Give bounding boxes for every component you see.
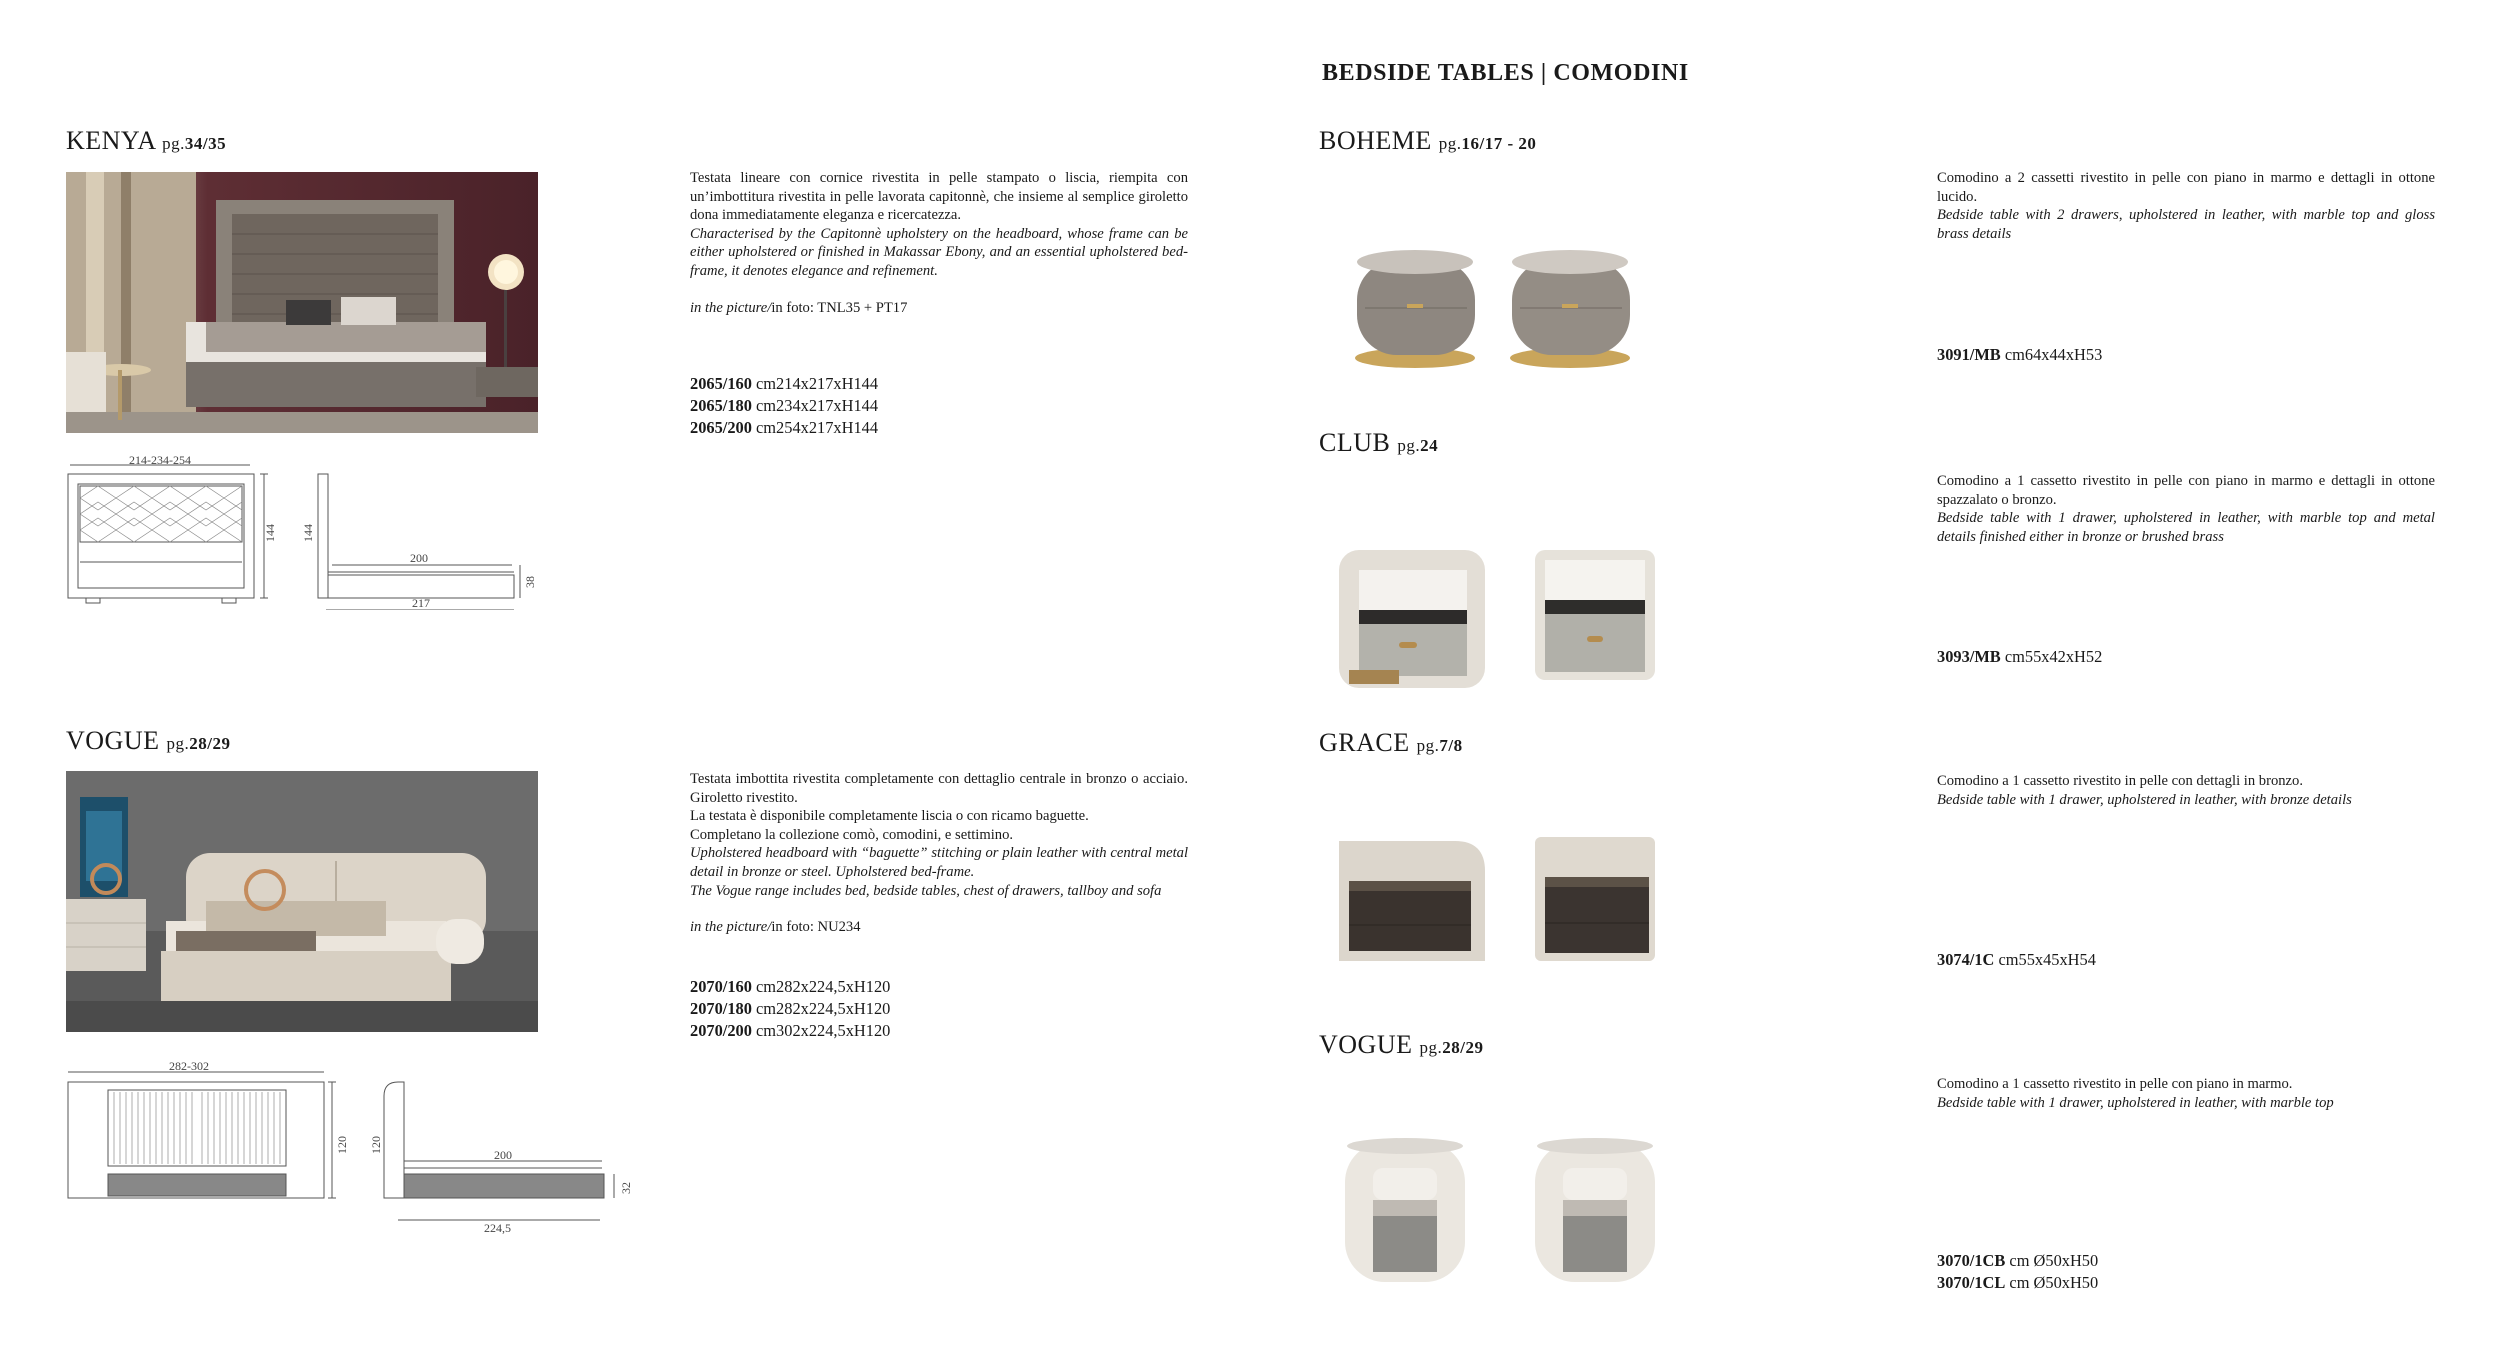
width-dimension: 214-234-254 xyxy=(129,453,191,467)
kenya-technical-drawing xyxy=(64,450,544,610)
page-prefix: pg. xyxy=(1397,436,1421,455)
dimensions: cm Ø50xH50 xyxy=(2009,1251,2099,1270)
code-row xyxy=(690,1020,890,1042)
code: 2070/200 xyxy=(690,1021,752,1040)
product-name: CLUB xyxy=(1319,428,1391,457)
code-row xyxy=(1937,1250,2098,1272)
dimensions: cm55x45xH54 xyxy=(1998,950,2096,969)
club-codes xyxy=(1937,646,2102,668)
dimensions: cm214x217xH144 xyxy=(756,374,879,393)
description-en: Characterised by the Capitonnè upholstery on the headboard, whose frame can be either upholstered or finished in Makassar Ebony, and an essential upholstered bed-frame, it denotes elegance and refinement. xyxy=(690,225,1188,279)
kenya-description xyxy=(690,169,1188,317)
description-en: Upholstered headboard with “baguette” stitching or plain leather with central metal detail in bronze or steel. Upholstered bed-frame. xyxy=(690,845,1188,880)
height-dimension: 144 xyxy=(263,524,277,542)
page-prefix: pg. xyxy=(162,134,185,153)
code: 2070/180 xyxy=(690,999,752,1018)
grace-description xyxy=(1937,772,2435,809)
dimensions: cm302x224,5xH120 xyxy=(756,1021,891,1040)
kenya-title xyxy=(66,126,226,156)
picture-reference xyxy=(690,918,1188,937)
page-number: 16/17 - 20 xyxy=(1461,134,1537,153)
code-row xyxy=(1937,1272,2098,1294)
grace-title xyxy=(1319,728,1463,758)
kenya-codes xyxy=(690,373,878,439)
description-en: Bedside table with 2 drawers, upholstered in leather, with marble top and gloss brass details xyxy=(1937,207,2435,242)
length-dimension: 224,5 xyxy=(484,1221,511,1235)
page-prefix: pg. xyxy=(1438,134,1462,153)
dimensions: cm Ø50xH50 xyxy=(2009,1273,2099,1292)
page-prefix: pg. xyxy=(1416,736,1440,755)
product-name: GRACE xyxy=(1319,728,1410,757)
side-height-dimension: 120 xyxy=(369,1136,383,1154)
description-it: Comodino a 1 cassetto rivestito in pelle con piano in marmo e dettagli in ottone spazzalato o bronzo. xyxy=(1937,473,2435,508)
description-en: Bedside table with 1 drawer, upholstered in leather, with bronze details xyxy=(1937,791,2352,808)
code: 2065/180 xyxy=(690,396,752,415)
vogue-bed-title xyxy=(66,726,230,756)
picture-label: in the picture/ xyxy=(690,299,772,316)
vogue-table-codes xyxy=(1937,1250,2098,1294)
kenya-bed-photo xyxy=(66,172,538,433)
picture-value: in foto: TNL35 + PT17 xyxy=(771,299,908,316)
vogue-bed-photo xyxy=(66,771,538,1032)
code: 3091/MB xyxy=(1937,345,2001,364)
product-name: BOHEME xyxy=(1319,126,1432,155)
code: 3070/1CB xyxy=(1937,1251,2006,1270)
width-dimension: 282-302 xyxy=(169,1059,209,1073)
vogue-bed-codes xyxy=(690,976,890,1042)
code-row xyxy=(1937,646,2102,668)
page-number: 24 xyxy=(1420,436,1439,455)
code-row xyxy=(690,395,878,417)
boheme-codes xyxy=(1937,344,2102,366)
description-it: Comodino a 1 cassetto rivestito in pelle con piano in marmo. xyxy=(1937,1076,2293,1092)
description-it: Comodino a 2 cassetti rivestito in pelle con piano in marmo e dettagli in ottone lucido. xyxy=(1937,170,2435,205)
mattress-dimension: 200 xyxy=(494,1148,512,1162)
vogue-bed-description xyxy=(690,770,1188,937)
base-dimension: 32 xyxy=(619,1182,633,1194)
description-en: Bedside table with 1 drawer, upholstered in leather, with marble top and metal details finished either in bronze or brushed brass xyxy=(1937,510,2435,545)
description-it: Testata imbottita rivestita completamente con dettaglio centrale in bronzo o acciaio. Giroletto rivestito. xyxy=(690,771,1188,806)
vogue-technical-drawing xyxy=(64,1056,644,1236)
dimensions: cm254x217xH144 xyxy=(756,418,879,437)
page-prefix: pg. xyxy=(166,734,190,753)
description-it: Comodino a 1 cassetto rivestito in pelle con dettagli in bronzo. xyxy=(1937,773,2303,789)
code: 3070/1CL xyxy=(1937,1273,2006,1292)
length-dimension: 217 xyxy=(412,596,430,610)
code-row xyxy=(1937,344,2102,366)
dimensions: cm64x44xH53 xyxy=(2004,345,2103,364)
description-en: Bedside table with 1 drawer, upholstered in leather, with marble top xyxy=(1937,1094,2334,1111)
picture-value: in foto: NU234 xyxy=(771,919,861,936)
code: 3074/1C xyxy=(1937,950,1995,969)
page-title: BEDSIDE TABLES | COMODINI xyxy=(1322,60,1689,86)
code-row xyxy=(690,417,878,439)
page-number: 28/29 xyxy=(1442,1038,1484,1057)
vogue-table-photo xyxy=(1335,1136,1665,1286)
code-row xyxy=(690,373,878,395)
product-name: VOGUE xyxy=(1319,1030,1413,1059)
dimensions: cm55x42xH52 xyxy=(2004,647,2103,666)
boheme-title xyxy=(1319,126,1536,156)
base-dimension: 38 xyxy=(523,576,537,588)
code-row xyxy=(1937,949,2096,971)
code-row xyxy=(690,998,890,1020)
description-it-2: La testata è disponibile completamente liscia o con ricamo baguette. xyxy=(690,808,1089,825)
code: 2065/160 xyxy=(690,374,752,393)
code: 3093/MB xyxy=(1937,647,2001,666)
page-number: 34/35 xyxy=(184,134,227,153)
product-name: VOGUE xyxy=(66,726,160,755)
vogue-table-title xyxy=(1319,1030,1483,1060)
dimensions: cm282x224,5xH120 xyxy=(756,999,891,1018)
description-it-3: Completano la collezione comò, comodini, e settimino. xyxy=(690,826,1014,843)
side-height-dimension: 144 xyxy=(301,524,315,542)
code-row xyxy=(690,976,890,998)
club-title xyxy=(1319,428,1438,458)
code: 2070/160 xyxy=(690,977,752,996)
page-number: 28/29 xyxy=(189,734,231,753)
vogue-table-description xyxy=(1937,1075,2435,1112)
product-name: KENYA xyxy=(66,126,156,155)
height-dimension: 120 xyxy=(335,1136,349,1154)
club-photo xyxy=(1335,530,1665,700)
page-prefix: pg. xyxy=(1419,1038,1443,1057)
grace-codes xyxy=(1937,949,2096,971)
description-en-2: The Vogue range includes bed, bedside tables, chest of drawers, tallboy and sofa xyxy=(690,882,1162,899)
dimensions: cm282x224,5xH120 xyxy=(756,977,891,996)
description-it: Testata lineare con cornice rivestita in pelle stampato o liscia, riempita con un’imbottitura rivestita in pelle lavorata capitonnè, che insieme al semplice giroletto dona immediatamente eleganza e ricercatezza. xyxy=(690,170,1188,224)
mattress-dimension: 200 xyxy=(410,551,428,565)
dimensions: cm234x217xH144 xyxy=(756,396,879,415)
picture-reference xyxy=(690,299,1188,318)
club-description xyxy=(1937,472,2435,546)
boheme-photo xyxy=(1345,180,1685,395)
code: 2065/200 xyxy=(690,418,752,437)
grace-photo xyxy=(1335,825,1665,965)
boheme-description xyxy=(1937,169,2435,243)
page-number: 7/8 xyxy=(1439,736,1463,755)
picture-label: in the picture/ xyxy=(690,919,772,936)
